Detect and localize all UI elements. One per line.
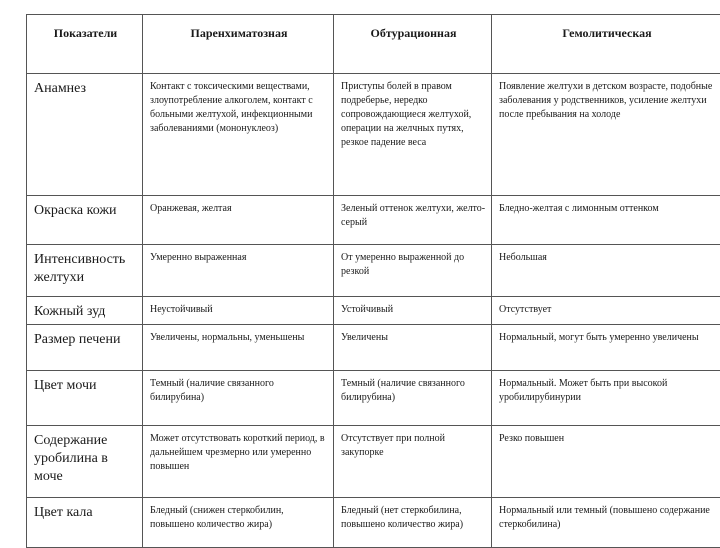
table-cell: Темный (наличие связанного билирубина) [334,371,492,426]
comparison-table [26,14,720,548]
table-cell: Отсутствует [492,297,720,325]
row-label: Интенсивность желтухи [27,245,143,297]
table-row [27,498,720,548]
row-label: Содержание уробилина в моче [27,426,143,498]
table-cell: Приступы болей в правом подреберье, нередко сопровождающиеся желтухой, операции на желчных путях, резкое падение веса [334,74,492,196]
table-cell: Контакт с токсическими веществами, злоупотребление алкоголем, контакт с больными желтухой, инфекционными заболеваниями (мононуклеоз) [143,74,334,196]
table-cell: Бледный (снижен стеркобилин, повышено количество жира) [143,498,334,548]
table-cell: Оранжевая, желтая [143,196,334,245]
table-row [27,426,720,498]
table-cell: Зеленый оттенок желтухи, желто-серый [334,196,492,245]
table-cell: Умеренно выраженная [143,245,334,297]
table-cell: Может отсутствовать короткий период, в дальнейшем чрезмерно или умеренно повышен [143,426,334,498]
table-cell: Появление желтухи в детском возрасте, подобные заболевания у родственников, усиление желтухи после пребывания на холоде [492,74,720,196]
table-row [27,245,720,297]
table-cell: Бледно-желтая с лимонным оттенком [492,196,720,245]
table-cell: Увеличены, нормальны, уменьшены [143,325,334,371]
header-parenchymal: Паренхиматозная [143,15,334,74]
table-cell: Темный (наличие связанного билирубина) [143,371,334,426]
row-label: Размер печени [27,325,143,371]
header-hemolytic: Гемолитическая [492,15,720,74]
row-label: Окраска кожи [27,196,143,245]
table-row [27,74,720,196]
row-label: Кожный зуд [27,297,143,325]
table-cell: Увеличены [334,325,492,371]
table-row [27,325,720,371]
table-row [27,196,720,245]
table-cell: Резко повышен [492,426,720,498]
table-cell: Нормальный или темный (повышено содержание стеркобилина) [492,498,720,548]
table-row [27,371,720,426]
header-obstructive: Обтурационная [334,15,492,74]
table-cell: Устойчивый [334,297,492,325]
table-cell: Неустойчивый [143,297,334,325]
table-cell: Нормальный. Может быть при высокой уробилирубинурии [492,371,720,426]
table-row [27,297,720,325]
table-cell: Отсутствует при полной закупорке [334,426,492,498]
table-cell: Бледный (нет стеркобилина, повышено количество жира) [334,498,492,548]
row-label: Цвет кала [27,498,143,548]
header-indicators: Показатели [27,15,143,74]
table-cell: Небольшая [492,245,720,297]
header-row [27,15,720,74]
row-label: Анамнез [27,74,143,196]
table-cell: Нормальный, могут быть умеренно увеличены [492,325,720,371]
row-label: Цвет мочи [27,371,143,426]
table-cell: От умеренно выраженной до резкой [334,245,492,297]
